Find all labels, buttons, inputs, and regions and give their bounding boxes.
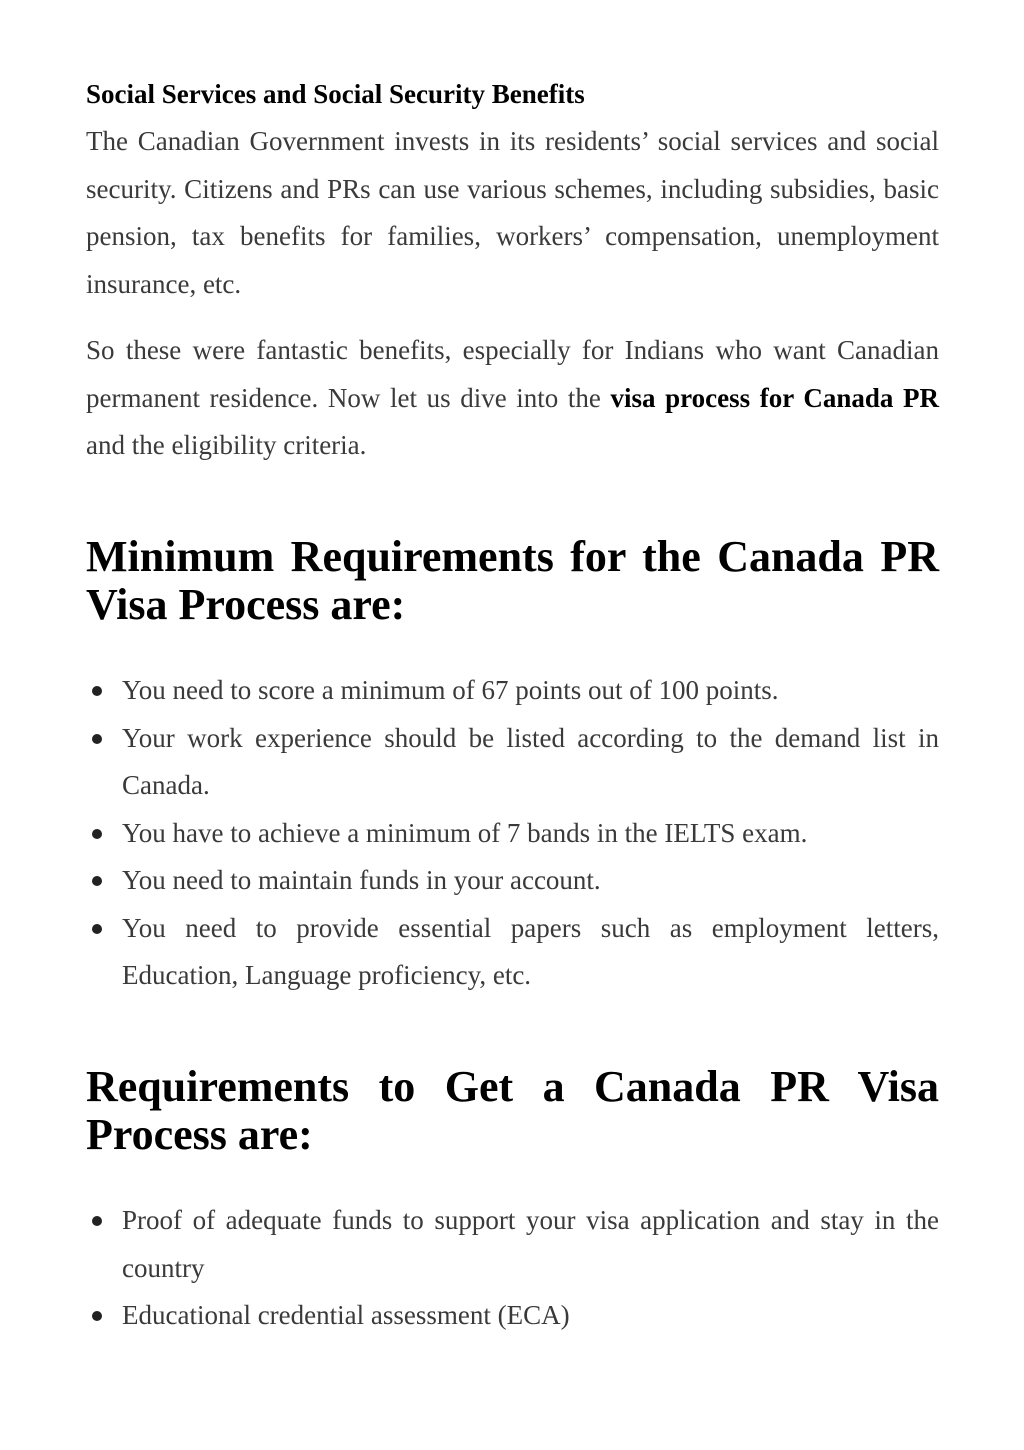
bullet-icon: [92, 829, 102, 839]
list-item: [86, 810, 939, 858]
minimum-requirements-list: [86, 667, 939, 1000]
bullet-icon: [92, 686, 102, 696]
list-item-text: Proof of adequate funds to support your visa application and stay in the country: [122, 1205, 939, 1283]
bullet-icon: [92, 924, 102, 934]
list-item-text: You need to maintain funds in your account.: [122, 865, 601, 895]
list-item-text: Your work experience should be listed according to the demand list in Canada.: [122, 722, 939, 800]
list-item-text: You need to score a minimum of 67 points out of 100 points.: [122, 675, 779, 705]
list-item: [86, 1197, 939, 1292]
bullet-icon: [92, 876, 102, 886]
benefits-summary-paragraph: [86, 327, 939, 470]
requirements-heading: Requirements to Get a Canada PR Visa Process are:: [86, 1062, 939, 1159]
minimum-requirements-heading: Minimum Requirements for the Canada PR Visa Process are:: [86, 532, 939, 629]
section-subheading: Social Services and Social Security Benefits: [86, 79, 585, 109]
bullet-icon: [92, 734, 102, 744]
list-item-text: Educational credential assessment (ECA): [122, 1300, 570, 1330]
list-item: [86, 667, 939, 715]
summary-text-start: So these were fantastic benefits, especially for Indians who want Canadian permanent residence. Now let us dive into the: [86, 335, 939, 413]
bullet-icon: [92, 1311, 102, 1321]
summary-text-end: and the eligibility criteria.: [86, 430, 367, 460]
list-item-text: You need to provide essential papers such as employment letters, Education, Language proficiency, etc.: [122, 912, 939, 990]
list-item: [86, 715, 939, 810]
visa-process-emphasis: visa process for Canada PR: [610, 382, 939, 413]
requirements-list: [86, 1197, 939, 1340]
list-item: [86, 1292, 939, 1340]
list-item: [86, 857, 939, 905]
social-services-paragraph: The Canadian Government invests in its residents’ social services and social security. Citizens and PRs can use various schemes, including subsidies, basic pension, tax benefits for families, workers’ compensation, unemployment insurance, etc.: [86, 126, 939, 299]
list-item-text: You have to achieve a minimum of 7 bands in the IELTS exam.: [122, 817, 808, 848]
bullet-icon: [92, 1216, 102, 1226]
list-item: [86, 905, 939, 1000]
